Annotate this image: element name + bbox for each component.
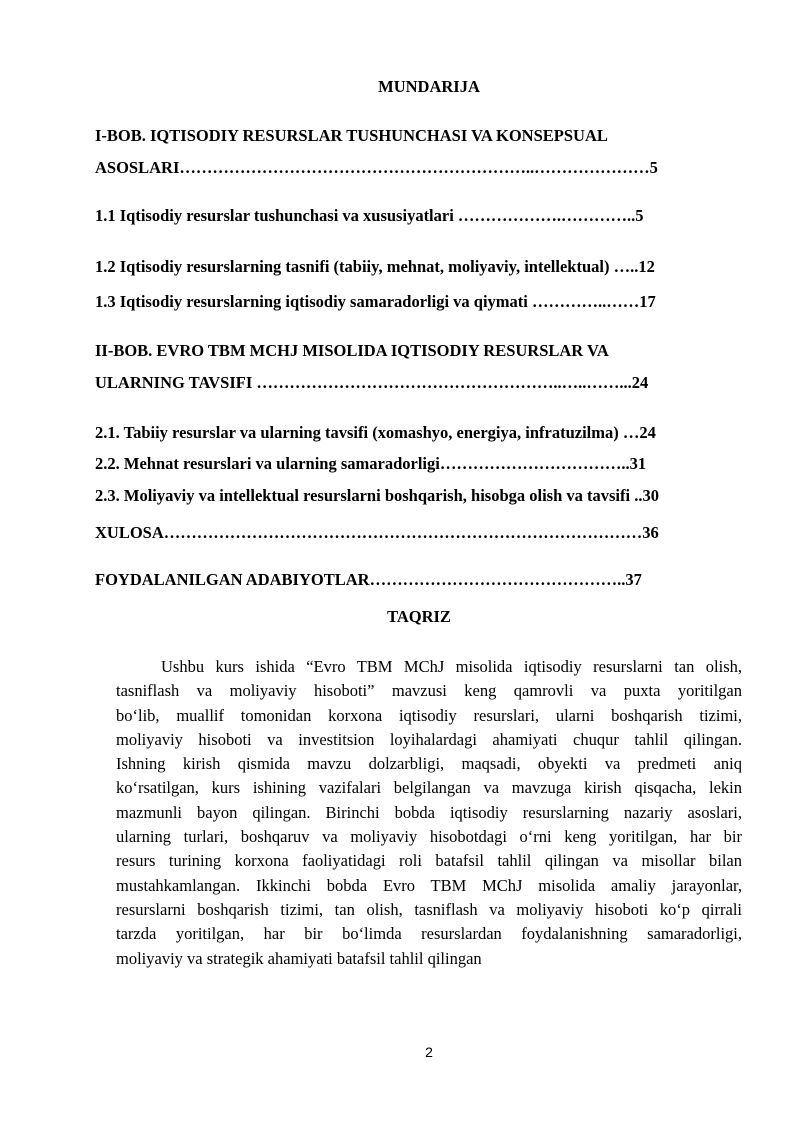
toc-section-2-1: 2.1. Tabiiy resurslar va ularning tavsifi (xomashyo, energiya, infratuzilma) …24 [95, 423, 656, 442]
toc-section-2-3: 2.3. Moliyaviy va intellektual resurslarni boshqarish, hisobga olish va tavsifi ..30 [95, 486, 659, 505]
review-line: tasniflash va moliyaviy hisoboti” mavzusi keng qamrovli va puxta yoritilgan [116, 681, 742, 701]
toc-chapter-2-line-1: II-BOB. EVRO TBM MCHJ MISOLIDA IQTISODIY RESURSLAR VA [95, 341, 609, 360]
review-line: mazmunli bayon qilingan. Birinchi bobda iqtisodiy resurslarning nazariy asoslari, [116, 802, 742, 822]
toc-heading: MUNDARIJA [378, 77, 480, 96]
review-line: ko‘rsatilgan, kurs ishining vazifalari belgilangan va mavzuga kirish qisqacha, lekin [116, 778, 742, 798]
review-line: moliyaviy hisoboti va investitsion loyihalardagi ahamiyati chuqur tahlil qilingan. [116, 729, 742, 749]
toc-chapter-1-line-2: ASOSLARI………………………………………………………..…………………5 [95, 158, 658, 177]
toc-chapter-1-line-1: I-BOB. IQTISODIY RESURSLAR TUSHUNCHASI VA KONSEPSUAL [95, 126, 608, 145]
review-line: Ishning kirish qismida mavzu dolzarbligi, maqsadi, obyekti va predmeti aniq [116, 754, 742, 774]
toc-references: FOYDALANILGAN ADABIYOTLAR………………………………………..37 [95, 570, 642, 589]
toc-conclusion: XULOSA……………………………………………………………………………36 [95, 523, 659, 542]
review-line: moliyaviy va strategik ahamiyati batafsil tahlil qilingan [116, 948, 482, 968]
review-line: resurs turining korxona faoliyatidagi roli batafsil tahlil qilingan va misollar bilan [116, 851, 742, 871]
review-line: bo‘lib, muallif tomonidan korxona iqtisodiy resurslari, ularni boshqarish tizimi, [116, 705, 742, 725]
toc-chapter-2-line-2: ULARNING TAVSIFI ………………………………………………..…..……...24 [95, 373, 649, 392]
page-number: 2 [425, 1044, 433, 1060]
review-line: mustahkamlangan. Ikkinchi bobda Evro TBM MChJ misolida amaliy jarayonlar, [116, 875, 742, 895]
toc-section-1-3: 1.3 Iqtisodiy resurslarning iqtisodiy samaradorligi va qiymati …………..……17 [95, 292, 656, 311]
review-paragraph [116, 655, 742, 971]
toc-section-1-2: 1.2 Iqtisodiy resurslarning tasnifi (tabiiy, mehnat, moliyaviy, intellektual) …..12 [95, 257, 655, 276]
toc-section-2-2: 2.2. Mehnat resurslari va ularning samaradorligi……………………………..31 [95, 454, 647, 473]
review-line: resurslarni boshqarish tizimi, tan olish, tasniflash va moliyaviy hisoboti ko‘p qirrali [116, 899, 742, 919]
review-line: Ushbu kurs ishida “Evro TBM MChJ misolida iqtisodiy resurslarni tan olish, [161, 657, 742, 676]
toc-section-1-1: 1.1 Iqtisodiy resurslar tushunchasi va xususiyatlari ……………….…………..5 [95, 206, 644, 225]
review-line: ularning turlari, boshqaruv va moliyaviy hisobotdagi o‘rni keng yoritilgan, har bir [116, 827, 742, 847]
review-heading: TAQRIZ [387, 607, 451, 626]
review-line: tarzda yoritilgan, har bir bo‘limda resurslardan foydalanishning samaradorligi, [116, 924, 742, 944]
